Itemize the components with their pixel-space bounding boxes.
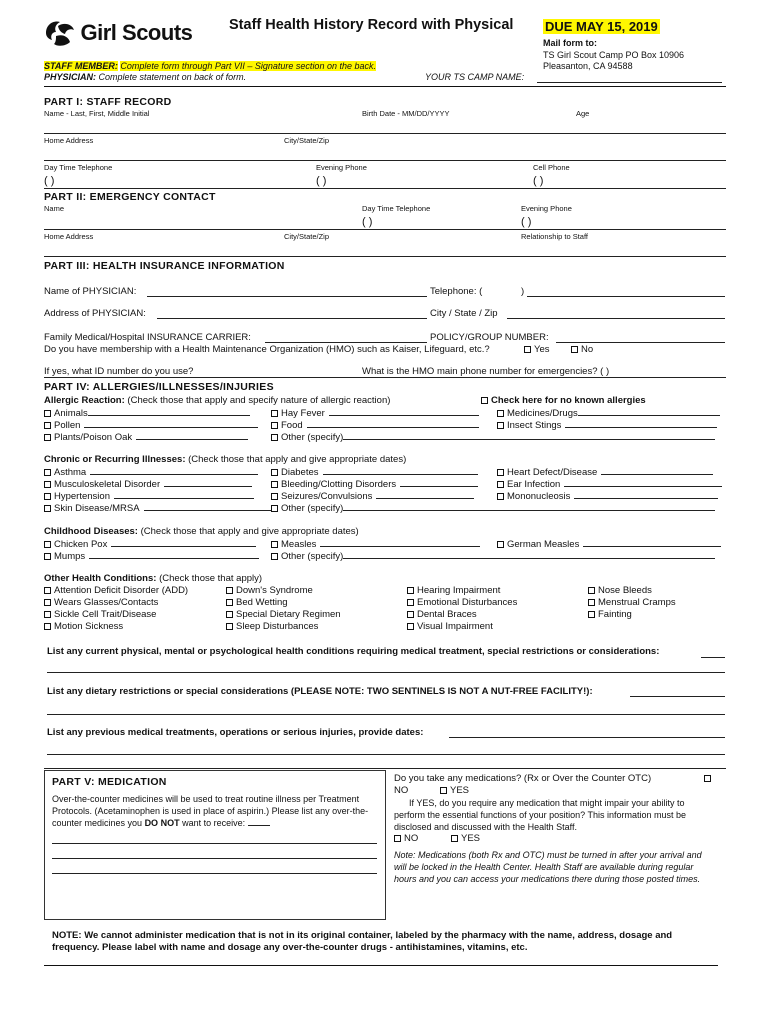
checkbox-icon — [271, 481, 278, 488]
part1-title: PART I: STAFF RECORD — [44, 96, 172, 108]
chronic-musculoskeletal[interactable]: Musculoskeletal Disorder — [44, 478, 252, 490]
checkbox-icon — [407, 623, 414, 630]
childhood-chicken-pox[interactable]: Chicken Pox — [44, 538, 256, 550]
other-conditions-heading: Other Health Conditions: (Check those that apply) — [44, 573, 263, 584]
checkbox-icon — [44, 410, 51, 417]
checkbox-icon — [271, 422, 278, 429]
cell-phone-field[interactable]: ( ) — [533, 175, 544, 187]
medication-note: Note: Medications (both Rx and OTC) must be turned in after your arrival and will be locked in the Health Center. Health Staff are available during regular hours and you can access your medications there during those posted times. — [394, 850, 702, 884]
list-treatments-label: List any previous medical treatments, operations or serious injuries, provide dates: — [47, 727, 424, 738]
cond-bed-wetting[interactable]: Bed Wetting — [226, 597, 288, 608]
evening-phone-field[interactable]: ( ) — [316, 175, 327, 187]
require-yes-checkbox[interactable]: YES — [451, 833, 480, 844]
contact-address-label: Home Address — [44, 232, 94, 241]
hmo-id-field[interactable] — [44, 377, 726, 378]
checkbox-icon — [44, 587, 51, 594]
cond-dental-braces[interactable]: Dental Braces — [407, 609, 477, 620]
list-conditions-field-2[interactable] — [47, 672, 725, 673]
checkbox-icon — [497, 481, 504, 488]
part1-divider — [44, 188, 726, 189]
part2-title: PART II: EMERGENCY CONTACT — [44, 191, 216, 203]
part4-title: PART IV: ALLERGIES/ILLNESSES/INJURIES — [44, 381, 274, 393]
physician-name-field[interactable] — [147, 296, 427, 297]
physician-city-field[interactable] — [507, 318, 725, 319]
hmo-id-label: If yes, what ID number do you use? — [44, 366, 194, 377]
staff-name-label: Name - Last, First, Middle Initial — [44, 109, 150, 118]
staff-name-field[interactable] — [44, 133, 726, 134]
checkbox-icon — [44, 623, 51, 630]
take-medications-checkbox-top[interactable] — [704, 773, 714, 784]
staff-member-label: STAFF MEMBER: — [44, 61, 118, 71]
insurance-carrier-label: Family Medical/Hospital INSURANCE CARRIER: — [44, 332, 251, 343]
checkbox-icon — [588, 611, 595, 618]
physician-text: Complete statement on back of form. — [98, 72, 247, 82]
birth-date-label: Birth Date - MM/DD/YYYY — [362, 109, 450, 118]
allergy-pollen[interactable]: Pollen — [44, 419, 258, 431]
checkbox-icon — [44, 481, 51, 488]
contact-name-label: Name — [44, 204, 65, 213]
footer-divider — [44, 965, 718, 966]
chronic-hypertension[interactable]: Hypertension — [44, 490, 254, 502]
physician-label: PHYSICIAN: — [44, 72, 97, 82]
checkbox-icon — [481, 397, 488, 404]
checkbox-icon — [226, 611, 233, 618]
chronic-asthma[interactable]: Asthma — [44, 466, 258, 478]
physician-address-label: Address of PHYSICIAN: — [44, 308, 146, 319]
mail-line-2: Pleasanton, CA 94588 — [543, 61, 633, 71]
checkbox-icon — [44, 611, 51, 618]
chronic-heading: Chronic or Recurring Illnesses: (Check those that apply and give appropriate dates) — [44, 454, 407, 465]
footer-note: NOTE: We cannot administer medication that is not in its original container, labeled by the pharmacy with the name, address, dosage and frequency. Please label with name and dosage any over-the-counter drugs - antihistamines, vitamins, etc. — [52, 930, 673, 953]
mail-line-1: TS Girl Scout Camp PO Box 10906 — [543, 50, 685, 60]
cell-phone-label: Cell Phone — [533, 163, 570, 172]
trefoil-profile-icon — [44, 18, 78, 48]
evening-phone-label: Evening Phone — [316, 163, 367, 172]
cond-nose-bleeds[interactable]: Nose Bleeds — [588, 585, 652, 596]
cond-glasses[interactable]: Wears Glasses/Contacts — [44, 597, 158, 608]
childhood-other[interactable]: Other (specify) — [271, 550, 715, 562]
list-dietary-field-2[interactable] — [47, 714, 725, 715]
day-phone-field[interactable]: ( ) — [44, 175, 55, 187]
childhood-mumps[interactable]: Mumps — [44, 550, 259, 562]
camp-name-label: YOUR TS CAMP NAME: — [425, 72, 525, 82]
checkbox-icon — [226, 599, 233, 606]
contact-day-phone-label: Day Time Telephone — [362, 204, 431, 213]
require-medication-text: If YES, do you require any medication that might impair your ability to perform the essential functions of your position? This information must be disclosed and discussed with the Health Staff. — [394, 798, 686, 832]
relationship-label: Relationship to Staff — [521, 232, 588, 241]
physician-instruction — [44, 72, 246, 82]
header-divider — [44, 86, 726, 87]
allergy-food[interactable]: Food — [271, 419, 479, 431]
checkbox-icon — [394, 835, 401, 842]
checkbox-icon — [571, 346, 578, 353]
checkbox-icon — [44, 505, 51, 512]
otc-field-3[interactable] — [52, 873, 377, 874]
checkbox-icon — [497, 410, 504, 417]
policy-number-label: POLICY/GROUP NUMBER: — [430, 332, 549, 343]
chronic-seizures[interactable]: Seizures/Convulsions — [271, 490, 474, 502]
checkbox-icon — [271, 469, 278, 476]
due-date: DUE MAY 15, 2019 — [545, 19, 658, 34]
physician-address-field[interactable] — [157, 318, 427, 319]
cond-sleep[interactable]: Sleep Disturbances — [226, 621, 318, 632]
checkbox-icon — [44, 541, 51, 548]
part5-title: PART V: MEDICATION — [52, 776, 167, 788]
age-label: Age — [576, 109, 590, 118]
chronic-mono[interactable]: Mononucleosis — [497, 490, 718, 502]
chronic-skin[interactable]: Skin Disease/MRSA — [44, 502, 272, 514]
contact-day-phone-field[interactable]: ( ) — [362, 216, 373, 228]
contact-name-field[interactable] — [44, 229, 726, 230]
allergy-plants[interactable]: Plants/Poison Oak — [44, 431, 248, 443]
girl-scouts-logo — [44, 18, 192, 48]
otc-field-1[interactable] — [52, 843, 377, 844]
otc-instructions: Over-the-counter medicines will be used to treat routine illness per Treatment Protocols. (Acetaminophen is used in place of aspirin.) Please list any over-the-counter medicines you DO NOT want to receive: — [52, 794, 369, 828]
part3-title: PART III: HEALTH INSURANCE INFORMATION — [44, 260, 285, 272]
chronic-heart[interactable]: Heart Defect/Disease — [497, 466, 713, 478]
insurance-carrier-field[interactable] — [265, 342, 427, 343]
contact-evening-phone-label: Evening Phone — [521, 204, 572, 213]
checkbox-icon — [497, 493, 504, 500]
checkbox-icon — [226, 623, 233, 630]
policy-number-field[interactable] — [556, 342, 725, 343]
cond-emotional[interactable]: Emotional Disturbances — [407, 597, 517, 608]
day-phone-label: Day Time Telephone — [44, 163, 113, 172]
checkbox-icon — [407, 599, 414, 606]
checkbox-icon — [524, 346, 531, 353]
list-dietary-label: List any dietary restrictions or special considerations (PLEASE NOTE: TWO SENTINELS IS NOT A NUT-FREE FACILITY!): — [47, 686, 593, 697]
camp-name-field[interactable] — [537, 82, 722, 83]
list-conditions-field-1[interactable] — [701, 657, 725, 658]
checkbox-icon — [407, 587, 414, 594]
physician-telephone-label: Telephone: ( — [430, 286, 483, 297]
part4-divider — [44, 768, 726, 769]
childhood-measles[interactable]: Measles — [271, 538, 480, 550]
cond-sickle-cell[interactable]: Sickle Cell Trait/Disease — [44, 609, 156, 620]
childhood-german-measles[interactable]: German Measles — [497, 538, 721, 550]
cond-downs[interactable]: Down's Syndrome — [226, 585, 313, 596]
checkbox-icon — [44, 493, 51, 500]
checkbox-icon — [44, 422, 51, 429]
allergy-insect-stings[interactable]: Insect Stings — [497, 419, 717, 431]
take-medications-question: Do you take any medications? (Rx or Over the Counter OTC) — [394, 773, 652, 784]
take-yes-checkbox[interactable]: YES — [440, 785, 469, 796]
checkbox-icon — [704, 775, 711, 782]
checkbox-icon — [44, 434, 51, 441]
hmo-question: Do you have membership with a Health Maintenance Organization (HMO) such as Kaiser, Lifeguard, etc.? — [44, 344, 490, 355]
cond-visual[interactable]: Visual Impairment — [407, 621, 493, 632]
cond-dietary[interactable]: Special Dietary Regimen — [226, 609, 341, 620]
staff-member-instruction — [44, 61, 376, 71]
no-known-allergies-checkbox[interactable]: Check here for no known allergies — [481, 395, 646, 406]
contact-city-label: City/State/Zip — [284, 232, 330, 241]
physician-city-label: City / State / Zip — [430, 308, 498, 319]
checkbox-icon — [271, 410, 278, 417]
checkbox-icon — [588, 599, 595, 606]
checkbox-icon — [44, 599, 51, 606]
part2-divider — [44, 256, 726, 257]
home-address-field[interactable] — [44, 160, 726, 161]
checkbox-icon — [271, 553, 278, 560]
checkbox-icon — [271, 434, 278, 441]
checkbox-icon — [497, 422, 504, 429]
require-no-checkbox[interactable]: NO — [394, 833, 418, 844]
logo-text: Girl Scouts — [80, 20, 193, 45]
allergic-reaction-heading: Allergic Reaction: (Check those that apply and specify nature of allergic reaction) — [44, 395, 391, 406]
checkbox-icon — [271, 493, 278, 500]
allergy-animals[interactable]: Animals — [44, 407, 250, 419]
allergy-other[interactable]: Other (specify) — [271, 431, 715, 443]
checkbox-icon — [451, 835, 458, 842]
home-address-label: Home Address — [44, 136, 94, 145]
checkbox-icon — [407, 611, 414, 618]
checkbox-icon — [271, 541, 278, 548]
hmo-no-checkbox[interactable]: No — [571, 344, 593, 355]
physician-telephone-close: ) — [521, 286, 525, 297]
staff-member-text: Complete form through Part VII – Signature section on the back. — [120, 61, 376, 71]
otc-field-2[interactable] — [52, 858, 377, 859]
hmo-yes-checkbox[interactable]: Yes — [524, 344, 550, 355]
cond-fainting[interactable]: Fainting — [588, 609, 632, 620]
cond-motion-sickness[interactable]: Motion Sickness — [44, 621, 123, 632]
list-treatments-field-2[interactable] — [47, 754, 725, 755]
physician-name-label: Name of PHYSICIAN: — [44, 286, 137, 297]
chronic-bleeding[interactable]: Bleeding/Clotting Disorders — [271, 478, 478, 490]
allergy-hay-fever[interactable]: Hay Fever — [271, 407, 479, 419]
chronic-diabetes[interactable]: Diabetes — [271, 466, 478, 478]
chronic-ear-infection[interactable]: Ear Infection — [497, 478, 722, 490]
hmo-phone-label: What is the HMO main phone number for emergencies? ( ) — [362, 366, 610, 377]
checkbox-icon — [497, 469, 504, 476]
checkbox-icon — [440, 787, 447, 794]
cond-hearing[interactable]: Hearing Impairment — [407, 585, 500, 596]
chronic-other[interactable]: Other (specify) — [271, 502, 715, 514]
list-dietary-field-1[interactable] — [630, 696, 725, 697]
contact-evening-phone-field[interactable]: ( ) — [521, 216, 532, 228]
checkbox-icon — [226, 587, 233, 594]
form-title: Staff Health History Record with Physical — [229, 17, 514, 33]
checkbox-icon — [271, 505, 278, 512]
physician-telephone-field[interactable] — [527, 296, 725, 297]
list-treatments-field-1[interactable] — [449, 737, 725, 738]
cond-add[interactable]: Attention Deficit Disorder (ADD) — [44, 585, 188, 596]
cond-menstrual[interactable]: Menstrual Cramps — [588, 597, 676, 608]
list-conditions-label: List any current physical, mental or psychological health conditions requiring medical treatment, special restrictions or considerations: — [47, 646, 660, 657]
take-no-checkbox[interactable]: NO — [394, 785, 409, 796]
checkbox-icon — [44, 469, 51, 476]
city-state-zip-label: City/State/Zip — [284, 136, 330, 145]
checkbox-icon — [497, 541, 504, 548]
childhood-heading: Childhood Diseases: (Check those that apply and give appropriate dates) — [44, 526, 359, 537]
checkbox-icon — [588, 587, 595, 594]
checkbox-icon — [44, 553, 51, 560]
mail-label: Mail form to: — [543, 38, 597, 48]
allergy-medicines[interactable]: Medicines/Drugs — [497, 407, 720, 419]
